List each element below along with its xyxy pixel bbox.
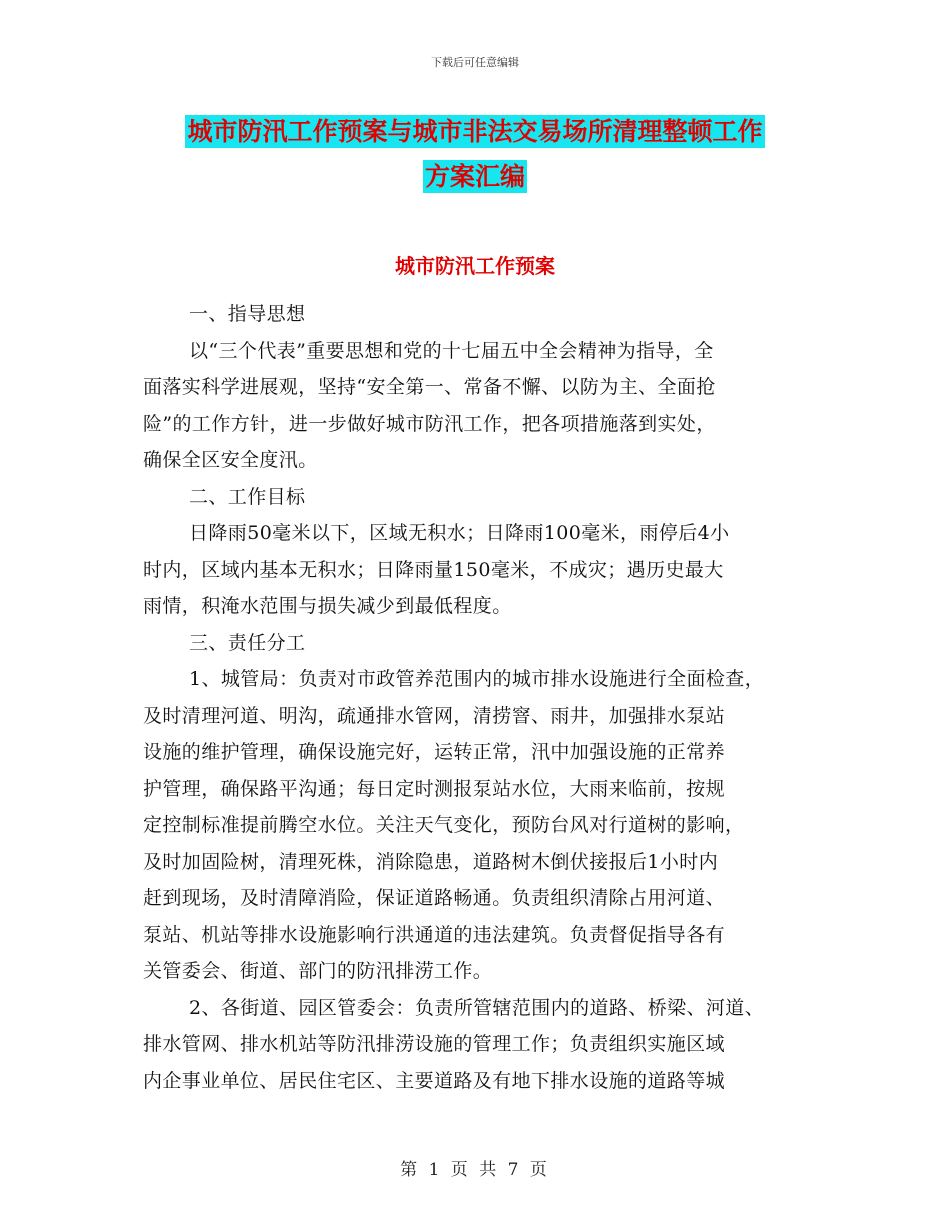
text-line: 赶到现场，及时清障消险，保证道路畅通。负责组织清除占用河道、 [143,887,726,909]
paragraph-guiding-ideology [143,333,825,479]
text-line: 以“三个代表”重要思想和党的十七届五中全会精神为指导，全 [189,339,714,362]
text-line: 雨情，积淹水范围与损失减少到最低程度。 [143,595,512,617]
text-line: 设施的维护管理，确保设施完好，运转正常，汛中加强设施的正常养 [143,741,726,763]
text-line: 险”的工作方针，进一步做好城市防汛工作，把各项措施落到实处， [143,412,716,435]
text-line: 排水管网、排水机站等防汛排涝设施的管理工作；负责组织实施区域 [143,1033,726,1055]
section-title: 城市防汛工作预案 [395,254,555,278]
text-line: 定控制标准提前腾空水位。关注天气变化，预防台风对行道树的影响， [143,814,745,836]
text-line: 内企事业单位、居民住宅区、主要道路及有地下排水设施的道路等城 [143,1069,726,1092]
text-line: 1、城管局：负责对市政管养范围内的城市排水设施进行全面检查， [189,668,765,690]
text-line: 及时加固险树，清理死株，消除隐患，道路树木倒伏接报后1小时内 [143,850,719,873]
paragraph-work-goals [143,515,825,625]
paragraph-streets-parks [143,990,825,1100]
text-line: 日降雨50毫米以下，区域无积水；日降雨100毫米，雨停后4小 [189,522,730,544]
text-line: 泵站、机站等排水设施影响行洪通道的违法建筑。负责督促指导各有 [143,923,726,946]
heading-work-goals: 二、工作目标 [189,485,306,508]
text-line: 时内，区域内基本无积水；日降雨量150毫米，不成灾；遇历史最大 [143,558,724,581]
main-title-line-2-text: 方案汇编 [424,162,525,191]
text-line: 关管委会、街道、部门的防汛排涝工作。 [143,960,493,982]
text-line: 2、各街道、园区管委会：负责所管辖范围内的道路、桥梁、河道、 [189,996,765,1019]
text-line: 护管理，确保路平沟通；每日定时测报泵站水位，大雨来临前，按规 [143,777,726,800]
header-note: 下载后可任意编辑 [431,56,519,69]
main-title-line-1 [0,112,950,148]
main-title-line-1-text: 城市防汛工作预案与城市非法交易场所清理整顿工作 [187,117,763,146]
paragraph-urban-management [143,661,825,990]
heading-responsibilities: 三、责任分工 [189,631,306,654]
text-line: 面落实科学进展观，坚持“安全第一、常备不懈、以防为主、全面抢 [143,376,716,398]
heading-guiding-ideology: 一、指导思想 [189,303,306,325]
main-title-line-2 [0,157,950,193]
page-footer: 第 1 页 共 7 页 [400,1160,550,1180]
text-line: 及时清理河道、明沟，疏通排水管网，清捞窨、雨井，加强排水泵站 [143,704,726,727]
document-body [143,296,825,1099]
text-line: 确保全区安全度汛。 [143,449,318,471]
